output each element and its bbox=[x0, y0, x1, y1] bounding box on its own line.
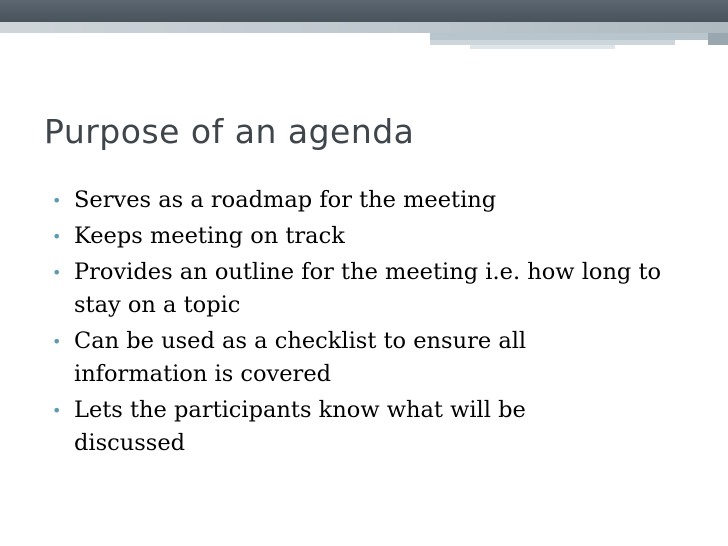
bullet-icon: • bbox=[52, 401, 62, 420]
bullet-text: Keeps meeting on track bbox=[74, 223, 345, 249]
list-item bbox=[50, 325, 690, 391]
bullet-text: Provides an outline for the meeting i.e. how long to stay on a topic bbox=[74, 259, 662, 318]
bullet-icon: • bbox=[52, 227, 62, 246]
top-banner-accent bbox=[0, 22, 728, 33]
bullet-icon: • bbox=[52, 263, 62, 282]
list-item bbox=[50, 184, 690, 217]
banner-stripe bbox=[708, 33, 728, 45]
list-item bbox=[50, 394, 690, 460]
bullet-text: Lets the participants know what will be discussed bbox=[74, 397, 526, 456]
bullet-text: Can be used as a checklist to ensure all information is covered bbox=[74, 328, 527, 387]
list-item bbox=[50, 220, 690, 253]
bullet-icon: • bbox=[52, 191, 62, 210]
list-item bbox=[50, 256, 690, 322]
bullet-icon: • bbox=[52, 332, 62, 351]
slide-title: Purpose of an agenda bbox=[44, 112, 415, 151]
banner-stripe bbox=[430, 33, 728, 40]
top-banner bbox=[0, 0, 728, 22]
bullet-list bbox=[50, 184, 690, 460]
bullet-text: Serves as a roadmap for the meeting bbox=[74, 187, 497, 213]
banner-stripe bbox=[470, 45, 615, 49]
